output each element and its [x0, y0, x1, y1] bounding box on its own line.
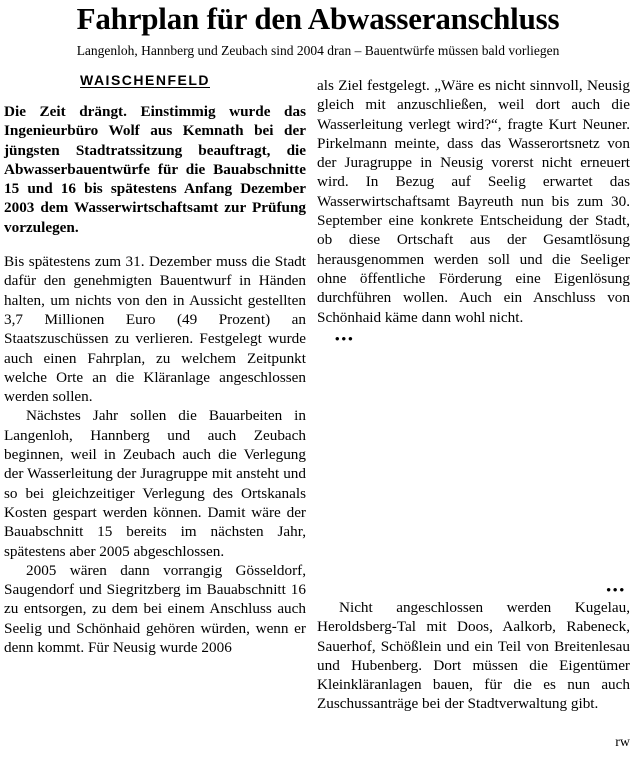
column-left	[4, 72, 306, 657]
body-paragraph: 2005 wären dann vorrangig Gösseldorf, Saugendorf und Siegritzberg im Bauabschnitt 16 zu entsorgen, zu dem bei einem Anschluss auch Seelig und Schönhaid gehören würden, wenn er denn kommt. Für Neusig wurde 2006	[4, 561, 306, 657]
column-right	[317, 76, 630, 347]
body-paragraph: Nicht angeschlossen werden Kugelau, Heroldsberg-Tal mit Doos, Aalkorb, Rabeneck, Sauerhof, Schößlein und ein Teil von Breitenlesau und Hubenberg. Dort müssen die Eigentümer Kleinkläranlagen bauen, für die es nun auch Zuschussanträge bei der Stadtverwaltung gibt.	[317, 599, 630, 713]
body-paragraph: Nächstes Jahr sollen die Bauarbeiten in Langenloh, Hannberg und auch Zeubach beginnen, weil in Zeubach auch die Verlegung der Wasserleitung der Juragruppe mit ansteht und so bei gleichzeitiger Verlegung des Ortskanals Kosten gespart werden können. Damit wäre der Bauabschnitt 15 bereits im nächsten Jahr, spätestens aber 2005 abgeschlossen.	[4, 407, 306, 560]
section-break-dots: •••	[335, 330, 355, 346]
article-lede: Die Zeit drängt. Einstimmig wurde das Ingenieurbüro Wolf aus Kemnath bei der jüngsten Stadtratssitzung beauftragt, die Abwasserbauentwürfe für die Bauabschnitte 15 und 16 bis spätestens Anfang Dezember 2003 dem Wasserwirtschaftsamt zur Prüfung vorzulegen.	[4, 103, 306, 236]
body-paragraph: Bis spätestens zum 31. Dezember muss die Stadt dafür den genehmigten Bauentwurf in Händen halten, um nichts von den in Aussicht gestellten 3,7 Millionen Euro (49 Prozent) an Staatszuschüssen zu verlieren. Festgelegt wurde auch einen Fahrplan, zu welchem Zeitpunkt welche Orte an die Kläranlage angeschlossen werden sollen.	[4, 253, 306, 406]
section-break-dots: •••	[606, 582, 626, 597]
article-headline: Fahrplan für den Abwasseranschluss	[76, 1, 560, 36]
article-subheadline: Langenloh, Hannberg und Zeubach sind 2004 dran – Bauentwürfe müssen bald vorliegen	[76, 43, 560, 58]
author-initials: rw	[615, 735, 630, 750]
column-right-continuation	[317, 584, 630, 714]
dateline: WAISCHENFELD	[80, 72, 210, 88]
body-paragraph: als Ziel festgelegt. „Wäre es nicht sinnvoll, Neusig gleich mit anzuschließen, weil dort auch die Wasserleitung verlegt wird?“, fragte Kurt Neuner. Pirkelmann meinte, dass das Wasserortsnetz von der Juragruppe in Neusig vorerst nicht erneuert wird. In Bezug auf Seelig erwartet das Wasserwirtschaftsamt Bayreuth nun bis zum 30. September eine konkrete Entscheidung der Stadt, ob diese Ortschaft aus der Gesamtlösung herausgenommen werden soll und die Seeliger ohne öffentliche Förderung eine Eigenlösung durchführen wollen. Auch ein Anschluss von Schönhaid käme dann wohl nicht.	[317, 77, 630, 326]
